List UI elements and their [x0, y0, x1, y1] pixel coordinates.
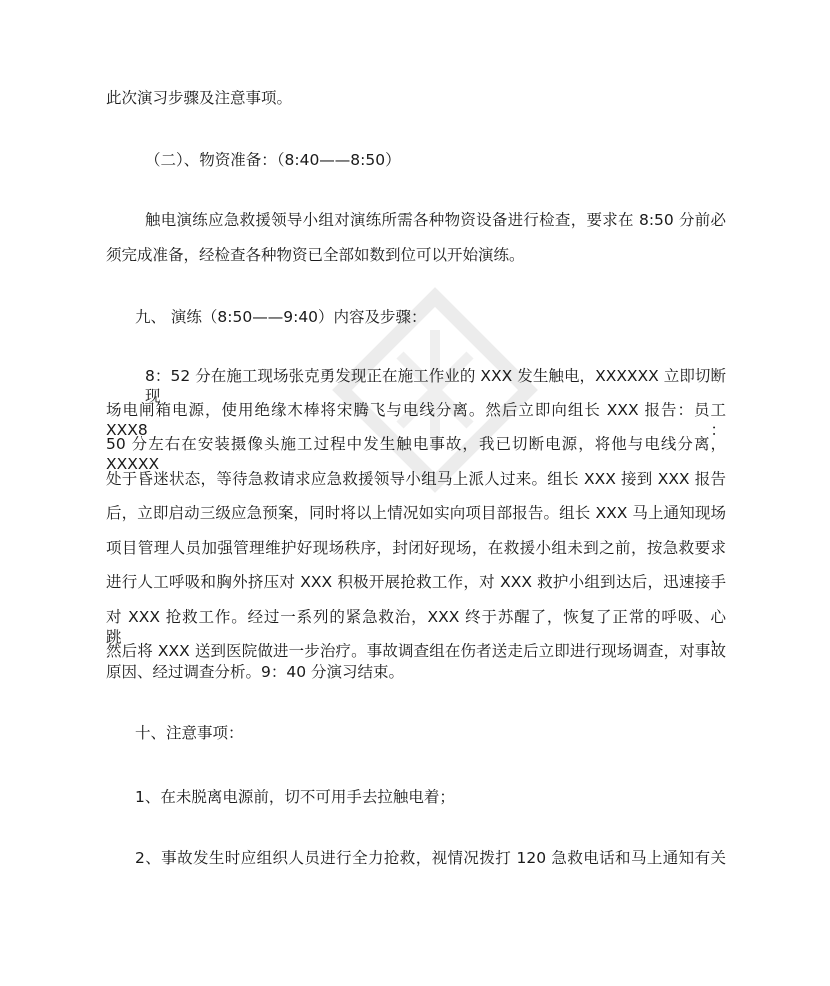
note-item-2: 2、事故发生时应组织人员进行全力抢救，视情况拨打 120 急救电话和马上通知有关 — [135, 849, 726, 867]
note-item-1: 1、在未脱离电源前，切不可用手去拉触电着； — [135, 788, 455, 806]
drill-paragraph-line-10: 原因、经过调查分析。9：40 分演习结束。 — [106, 663, 405, 681]
drill-paragraph-line-6: 项目管理人员加强管理维护好现场秩序，封闭好现场，在救援小组未到之前，按急救要求 — [106, 539, 726, 557]
drill-paragraph-line-9: 然后将 XXX 送到医院做进一步治疗。事故调查组在伤者送走后立即进行现场调查，对事故 — [106, 642, 726, 660]
materials-paragraph-line-2: 须完成准备，经检查各种物资已全部如数到位可以开始演练。 — [106, 246, 525, 264]
drill-paragraph-line-5: 后，立即启动三级应急预案，同时将以上情况如实向项目部报告。组长 XXX 马上通知现场 — [106, 504, 726, 522]
drill-paragraph-line-1: 8：52 分在施工现场张克勇发现正在施工作业的 XXX 发生触电，XXXXXX 立即切断现 — [145, 367, 726, 405]
drill-paragraph-line-2: 场电闸箱电源，使用绝缘木棒将宋腾飞与电线分离。然后立即向组长 XXX 报告：员工 XXX8： — [106, 401, 726, 439]
drill-paragraph-line-7: 进行人工呼吸和胸外挤压对 XXX 积极开展抢救工作，对 XXX 救护小组到达后，迅速接手 — [106, 573, 726, 591]
materials-paragraph-line-1: 触电演练应急救援领导小组对演练所需各种物资设备进行检查，要求在 8:50 分前必 — [145, 211, 726, 229]
section-10-heading: 十、注意事项： — [135, 724, 244, 742]
section-9-heading: 九、 演练（8:50——9:40）内容及步骤： — [135, 308, 427, 326]
intro-tail-text: 此次演习步骤及注意事项。 — [106, 89, 293, 107]
materials-heading: （二）、物资准备：（8:40——8:50） — [145, 151, 401, 169]
drill-paragraph-line-4: 处于昏迷状态，等待急救请求应急救援领导小组马上派人过来。组长 XXX 接到 XXX 报告 — [106, 470, 726, 488]
drill-paragraph-line-3: 50 分左右在安装摄像头施工过程中发生触电事故，我已切断电源，将他与电线分离，XXXXX — [106, 435, 726, 473]
drill-paragraph-line-8: 对 XXX 抢救工作。经过一系列的紧急救治，XXX 终于苏醒了，恢复了正常的呼吸、心跳， — [106, 608, 726, 646]
